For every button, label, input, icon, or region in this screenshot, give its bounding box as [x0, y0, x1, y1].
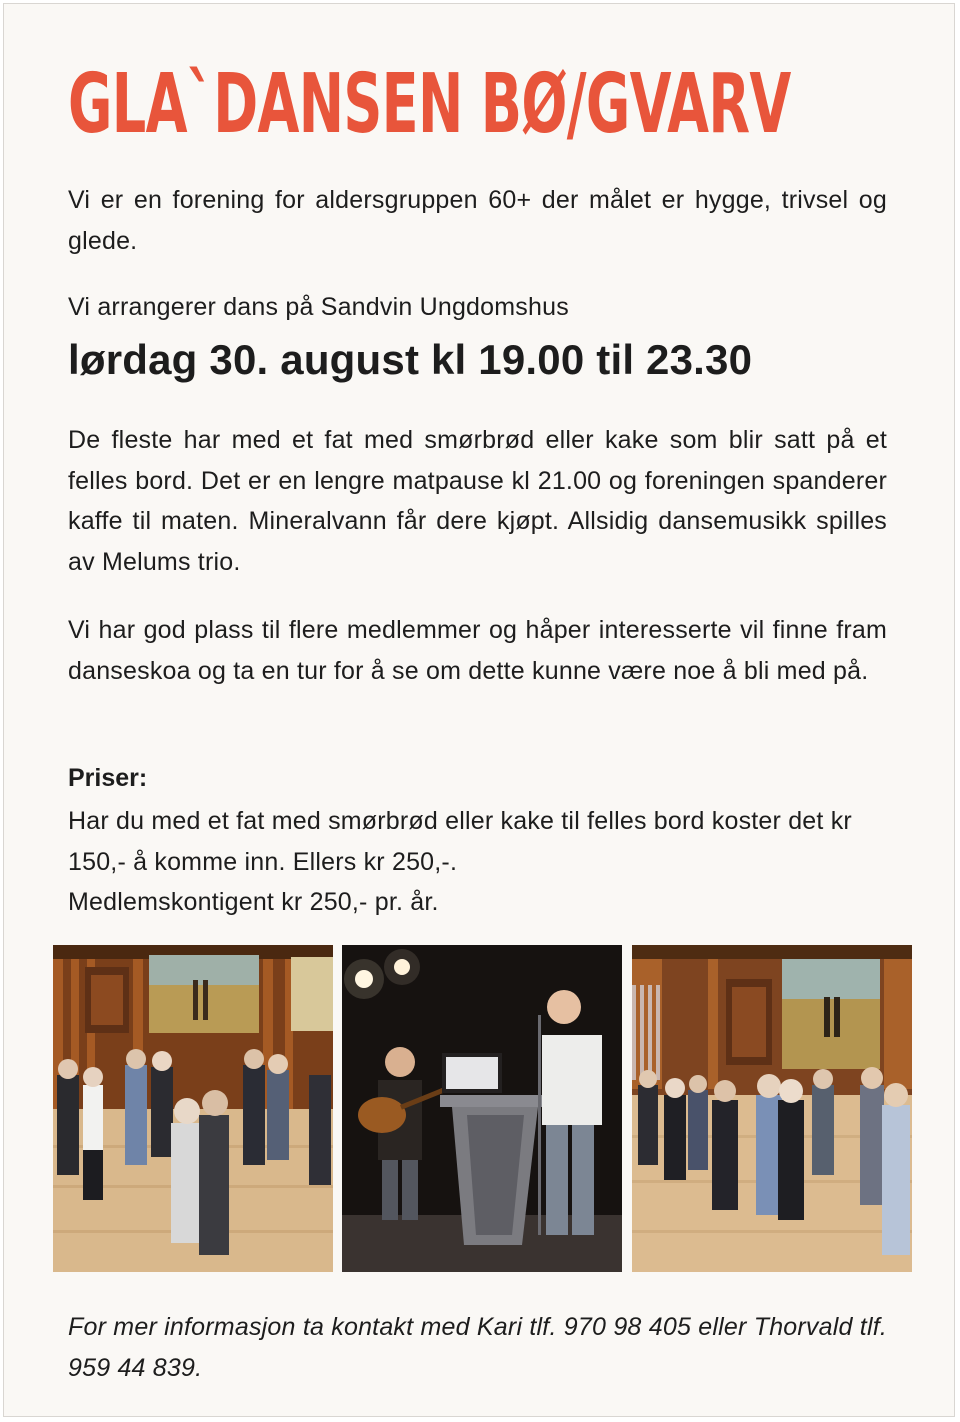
contact-info: For mer informasjon ta kontakt med Kari tlf. 970 98 405 eller Thorvald tlf. 959 44 839. — [68, 1313, 887, 1382]
food-paragraph: De fleste har med et fat med smørbrød eller kake som blir satt på et felles bord. Det er en lengre matpause kl 21.00 og foreningen spanderer kaffe til maten. Mineralvann får dere kjøpt. Allsidig dansemusikk spilles av Melums trio. — [68, 426, 887, 576]
photo-dancing-hall — [53, 945, 333, 1272]
prices-heading: Priser: — [68, 764, 148, 792]
photo-dancing-couples — [632, 945, 912, 1272]
intro-paragraph: Vi er en forening for aldersgruppen 60+ der målet er hygge, trivsel og glede. — [68, 186, 887, 255]
flyer-page — [3, 3, 955, 1417]
page-title: GLA`DANSEN BØ/GVARV — [68, 57, 791, 152]
prices-text — [68, 801, 887, 923]
photo-band-stage — [342, 945, 622, 1272]
event-lead: Vi arrangerer dans på Sandvin Ungdomshus — [68, 293, 569, 321]
members-paragraph: Vi har god plass til flere medlemmer og håper interesserte vil finne fram danseskoa og ta en tur for å se om dette kunne være noe å bli med på. — [68, 616, 887, 685]
prices-line-2: Medlemskontigent kr 250,- pr. år. — [68, 888, 439, 916]
event-date: lørdag 30. august kl 19.00 til 23.30 — [68, 336, 753, 383]
prices-line-1: Har du med et fat med smørbrød eller kake til felles bord koster det kr 150,- å komme inn. Ellers kr 250,-. — [68, 807, 852, 876]
